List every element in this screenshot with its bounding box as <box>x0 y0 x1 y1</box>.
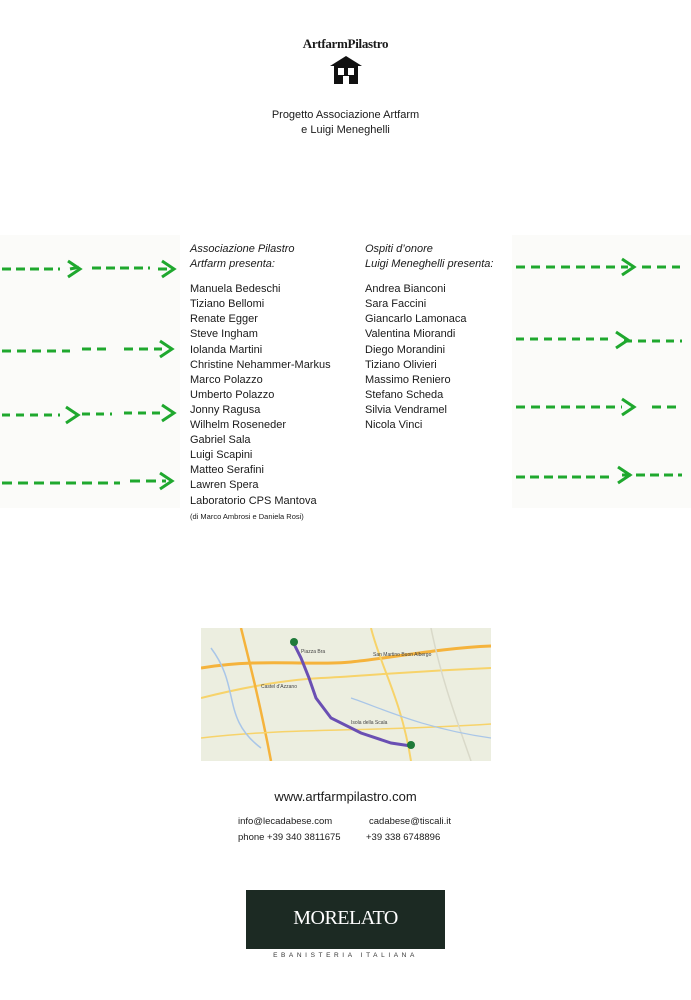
artist-name: Marco Polazzo <box>190 373 263 386</box>
artist-name: Steve Ingham <box>190 328 258 341</box>
logo-wordmark: ArtfarmPilastro <box>302 36 389 51</box>
artist-name: Giancarlo Lamonaca <box>365 313 467 326</box>
artist-name: Tiziano Olivieri <box>365 358 437 371</box>
artist-list <box>190 282 331 524</box>
artist-name: Nicola Vinci <box>365 419 423 432</box>
column-heading <box>365 242 493 272</box>
dashed-arrow-icon <box>0 469 180 493</box>
sponsor-name: MORELATO <box>293 907 398 929</box>
map-graphic <box>201 628 491 761</box>
map-place-label: Isola della Scala <box>351 720 388 726</box>
artist-name: Wilhelm Roseneder <box>190 419 286 432</box>
dashed-arrow-icon <box>0 401 180 425</box>
dashed-arrow-icon <box>512 255 691 279</box>
dashed-arrow-icon <box>0 337 180 361</box>
dashed-arrow-icon <box>512 329 691 353</box>
email-link[interactable]: info@lecadabese.com <box>238 816 333 827</box>
artist-name: Christine Nehammer-Markus <box>190 358 331 371</box>
map-place-label: Castel d'Azzano <box>261 684 297 690</box>
map-place-label: San Martino Buon Albergo <box>373 652 432 658</box>
project-line: e Luigi Meneghelli <box>301 124 390 136</box>
artist-name: Renate Egger <box>190 313 258 326</box>
artist-name: Stefano Scheda <box>365 388 444 401</box>
contact-left <box>238 814 341 846</box>
artist-name: Lawren Spera <box>190 479 259 492</box>
barn-logo-icon <box>328 54 364 86</box>
website-link[interactable]: www.artfarmpilastro.com <box>274 789 417 804</box>
left-arrow-band <box>0 235 180 508</box>
artist-name: Massimo Reniero <box>365 373 451 386</box>
pilastro-artists-column <box>190 242 331 524</box>
heading-line: Ospiti d’onore <box>365 243 433 255</box>
artist-name: Iolanda Martini <box>190 343 263 356</box>
artist-name: Tiziano Bellomi <box>190 298 265 311</box>
dashed-arrow-icon <box>512 463 691 487</box>
artist-name: Andrea Bianconi <box>365 283 446 296</box>
artist-name: Silvia Vendramel <box>365 403 447 416</box>
artist-name: Valentina Miorandi <box>365 328 456 341</box>
phone-number: phone +39 340 3811675 <box>238 832 341 843</box>
artist-list <box>365 282 493 433</box>
route-map[interactable] <box>201 628 491 761</box>
heading-line: Luigi Meneghelli presenta: <box>365 258 494 271</box>
artist-name: Matteo Serafini <box>190 464 264 477</box>
lab-note: (di Marco Ambrosi e Daniela Rosi) <box>190 511 304 521</box>
guest-artists-column <box>365 242 493 433</box>
artist-name: Luigi Scapini <box>190 449 253 462</box>
artist-name: Jonny Ragusa <box>190 403 261 416</box>
right-arrow-band <box>512 235 691 508</box>
email-link[interactable]: cadabese@tiscali.it <box>369 816 451 827</box>
map-place-label: Piazza Bra <box>301 649 326 655</box>
heading-line: Associazione Pilastro <box>190 243 295 255</box>
contact-right <box>366 814 451 846</box>
artist-name: Manuela Bedeschi <box>190 283 281 296</box>
sponsor-logo <box>246 890 445 949</box>
project-credit <box>0 108 691 138</box>
artist-name: Diego Morandini <box>365 343 446 356</box>
column-heading <box>190 242 331 272</box>
artist-name: Gabriel Sala <box>190 434 251 447</box>
heading-line: Artfarm presenta: <box>190 258 275 271</box>
artist-name: Laboratorio CPS Mantova <box>190 494 317 507</box>
project-line: Progetto Associazione Artfarm <box>271 109 420 121</box>
sponsor-tagline: EBANISTERIA ITALIANA <box>273 952 418 959</box>
artist-name: Sara Faccini <box>365 298 427 311</box>
artist-name: Umberto Polazzo <box>190 388 275 401</box>
dashed-arrow-icon <box>0 257 180 281</box>
dashed-arrow-icon <box>512 395 691 419</box>
phone-number: +39 338 6748896 <box>366 832 441 843</box>
